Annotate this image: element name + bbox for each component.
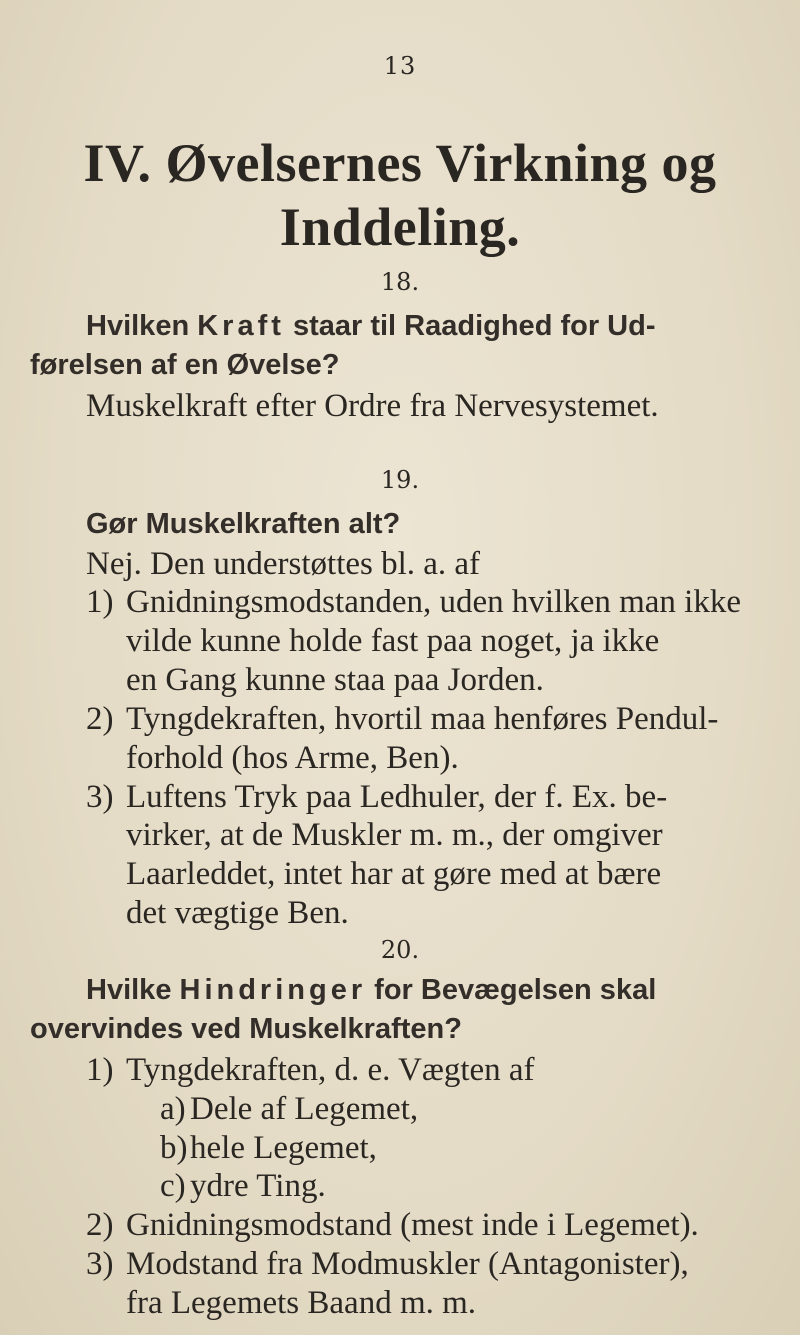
- question-18-cont: førelsen af en Øvelse?: [30, 349, 340, 381]
- question-number-18: 18.: [380, 268, 420, 296]
- list-item-20-2: 2) Gnidningsmodstand (mest inde i Legemet).: [86, 1207, 699, 1243]
- page-number: 13: [383, 52, 417, 80]
- question-20: Hvilke Hindringer for Bevægelsen skal: [86, 974, 657, 1006]
- question-19: Gør Muskelkraften alt?: [86, 508, 401, 540]
- list-item-1-line-3: en Gang kunne staa paa Jorden.: [126, 662, 544, 698]
- question-number-20: 20.: [380, 936, 420, 964]
- question-20-cont: overvindes ved Muskelkraften?: [30, 1013, 462, 1045]
- list-item-2-line-2: forhold (hos Arme, Ben).: [126, 740, 459, 776]
- chapter-title-cont: Inddeling.: [279, 197, 521, 257]
- sub-item-a: a) Dele af Legemet,: [160, 1091, 419, 1127]
- chapter-title: IV. Øvelsernes Virkning og: [83, 133, 717, 193]
- answer-19-intro: Nej. Den understøttes bl. a. af: [86, 546, 481, 582]
- sub-item-c: c) ydre Ting.: [160, 1168, 326, 1204]
- list-item-3-line-3: Laarleddet, intet har at gøre med at bære: [126, 856, 662, 892]
- question-20-emphasis: Hindringer: [179, 974, 367, 1006]
- answer-18: Muskelkraft efter Ordre fra Nervesystemet.: [86, 388, 659, 424]
- list-item-2: 2) Tyngdekraften, hvortil maa henføres Pendul-: [86, 701, 719, 737]
- question-number-19: 19.: [380, 466, 420, 494]
- list-item-3: 3) Luftens Tryk paa Ledhuler, der f. Ex. be-: [86, 779, 668, 815]
- list-item-20-3-line-2: fra Legemets Baand m. m.: [126, 1285, 477, 1321]
- question-18-emphasis: Kraft: [197, 310, 285, 342]
- sub-item-b: b)hele Legemet,: [160, 1130, 377, 1166]
- question-18: Hvilken Kraft staar til Raadighed for Ud-: [86, 310, 656, 342]
- list-item-1: 1) Gnidningsmodstanden, uden hvilken man ikke: [86, 584, 741, 620]
- list-item-1-line-2: vilde kunne holde fast paa noget, ja ikke: [126, 623, 660, 659]
- list-item-3-line-4: det vægtige Ben.: [126, 895, 349, 931]
- list-item-3-line-2: virker, at de Muskler m. m., der omgiver: [126, 817, 663, 853]
- list-item-20-3: 3) Modstand fra Modmuskler (Antagonister),: [86, 1246, 689, 1282]
- list-item-20-1: 1) Tyngdekraften, d. e. Vægten af: [86, 1052, 535, 1088]
